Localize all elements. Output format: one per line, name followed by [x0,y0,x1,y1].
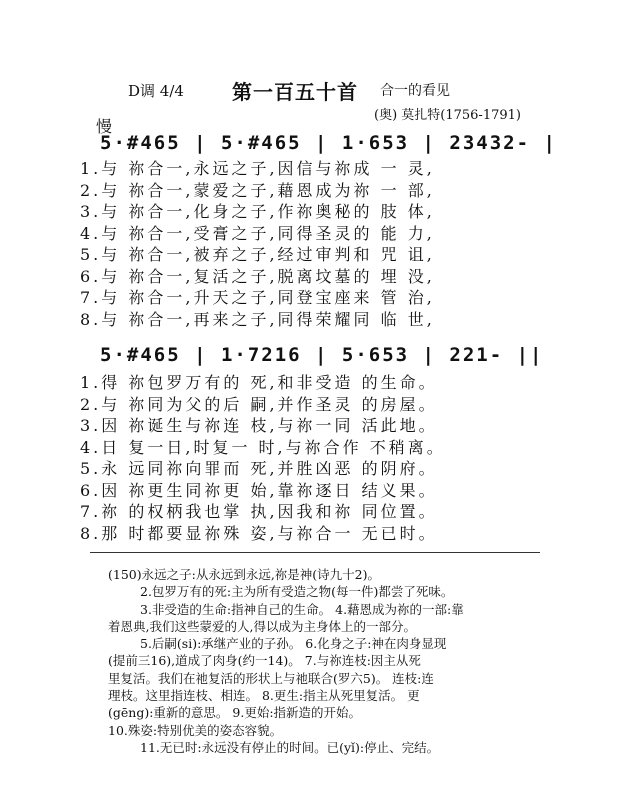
tempo-marking: 慢 [96,117,113,136]
verse-block-2 [80,372,446,544]
footnote-line: 着恩典,我们这些蒙爱的人,得以成为主身体上的一部分。 [108,618,416,634]
verse-line: 8.那 时都要显祢殊 姿,与祢合一 无已时。 [80,523,438,543]
footnote-line: (150)永远之子:从永远到永远,祢是神(诗九十2)。 [108,567,381,582]
verse-line: 7.祢 的权柄我也掌 执,因我和祢 同位置。 [80,502,438,521]
footnote-line: 3.非受造的生命:指神自己的生命。 4.藉恩成为祢的一部:靠 [140,601,464,617]
verse-line: 1.得 祢包罗万有的 死,和非受造 的生命。 [80,373,438,392]
verse-line: 1.与 祢合一,永远之子,因信与祢成 一 灵, [80,159,435,178]
verse-line: 6.与 祢合一,复活之子,脱离坟墓的 埋 没, [80,266,435,286]
footnote-line: 10.殊姿:特别优美的姿态容貌。 [108,722,283,738]
notation-line-1: 5·#465 | 5·#465 | 1·653 | 23432- | [100,132,557,154]
verse-line: 4.日 复一日,时复一 时,与祢合作 不稍离。 [80,437,446,457]
footnote-line: (gēng):重新的意思。 9.更始:指新造的开始。 [108,705,362,721]
divider [90,552,540,553]
footnote-line: 11.无已时:永远没有停止的时间。已(yǐ):停止、完结。 [140,739,440,755]
verse-line: 2.与 祢合一,蒙爱之子,藉恩成为祢 一 部, [80,180,435,200]
verse-line: 5.与 祢合一,被弃之子,经过审判和 咒 诅, [80,245,435,264]
footnote-line: 2.包罗万有的死:主为所有受造之物(每一件)都尝了死味。 [140,584,454,600]
verse-line: 3.与 祢合一,化身之子,作祢奥秘的 肢 体, [80,202,435,221]
verse-line: 6.因 祢更生同祢更 始,靠祢逐日 结义果。 [80,480,438,500]
verse-line: 2.与 祢同为父的后 嗣,并作圣灵 的房屋。 [80,394,438,414]
hymn-subtitle: 合一的看见 [380,83,450,99]
notation-line-2: 5·#465 | 1·7216 | 5·653 | 221- || [100,344,544,366]
footnote-line: 理枝。这里指连枝、相连。 8.更生:指主从死里复活。 更 [108,688,420,704]
verse-line: 7.与 祢合一,升天之子,同登宝座来 管 治, [80,288,435,307]
footnote-line: 里复活。我们在祂复活的形状上与祂联合(罗六5)。 连枝:连 [108,670,434,686]
verse-line: 3.因 祢诞生与祢连 枝,与祢一同 活此地。 [80,416,438,435]
footnote-line: 5.后嗣(si):承继产业的子孙。 6.化身之子:神在肉身显现 [140,636,447,652]
verse-block-1 [80,158,435,330]
key-signature: D调 4/4 [128,82,184,100]
verse-line: 4.与 祢合一,受膏之子,同得圣灵的 能 力, [80,223,435,243]
hymn-title: 第一百五十首 [232,80,358,104]
footnote-line: (提前三16),道成了肉身(约一14)。 7.与祢连枝:因主从死 [108,653,421,669]
footnotes [108,566,548,756]
verse-line: 5.永 远同祢向罪而 死,并胜凶恶 的阴府。 [80,459,438,478]
verse-line: 8.与 祢合一,再来之子,同得荣耀同 临 世, [80,309,435,329]
composer-credit: (奥) 莫扎特(1756-1791) [374,108,521,123]
